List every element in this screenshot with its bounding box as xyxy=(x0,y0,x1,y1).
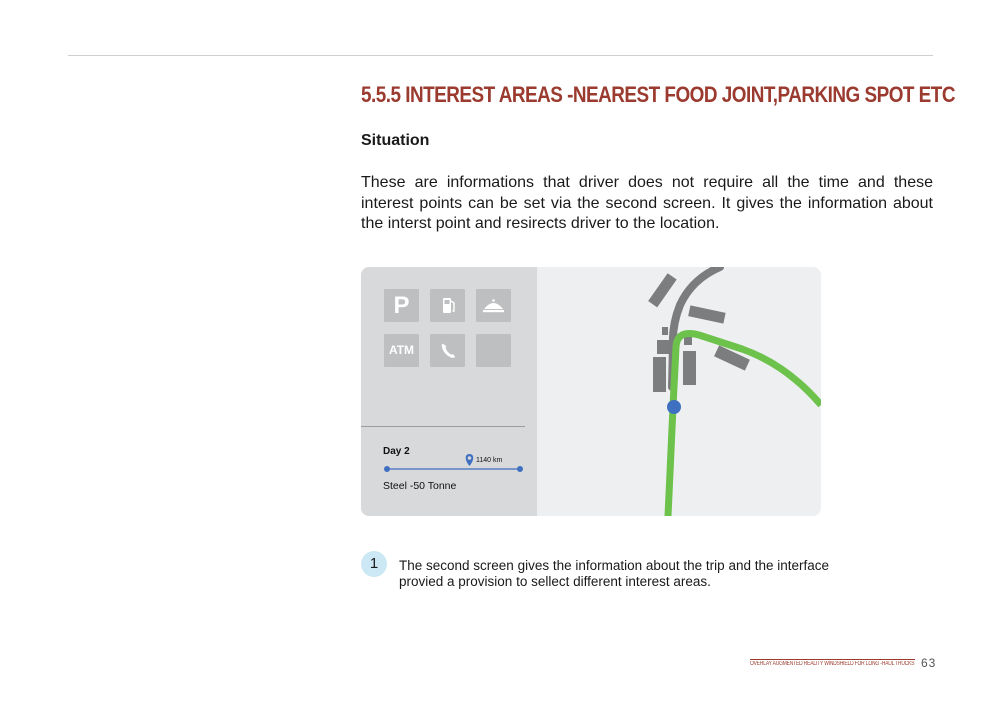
trip-distance: 1140 km xyxy=(476,457,503,464)
trip-start-dot xyxy=(384,466,390,472)
subheading: Situation xyxy=(361,132,430,149)
map-view[interactable] xyxy=(537,267,821,516)
body-paragraph: These are informations that driver does not require all the time and these interest points can be set via the second screen. It gives the information about the interst point and resirects driver to the location. xyxy=(361,174,933,232)
running-title: OVERLAY AUGMENTED REALITY WINDSHIELD FOR LONG -HAUL TRUCKS xyxy=(750,661,915,667)
header-rule xyxy=(68,55,933,56)
caption-number-badge: 1 xyxy=(361,551,387,577)
page-number: 63 xyxy=(921,656,937,670)
trip-progress-track xyxy=(361,267,537,516)
cargo-info: Steel -50 Tonne xyxy=(383,480,457,492)
parking-icon: P xyxy=(393,292,410,319)
section-title: 5.5.5 INTEREST AREAS -NEAREST FOOD JOINT,PARKING SPOT ETC xyxy=(361,82,955,107)
current-location-marker xyxy=(667,400,681,414)
trip-day: Day 2 xyxy=(383,446,410,457)
trip-end-dot xyxy=(517,466,523,472)
figure-caption: The second screen gives the information about the trip and the interface provied a provision to sellect different interest areas. xyxy=(399,558,830,589)
atm-icon: ATM xyxy=(388,343,415,357)
location-pin-icon xyxy=(466,454,474,466)
footer-rule xyxy=(750,659,915,660)
interface-figure xyxy=(361,267,821,516)
second-screen-panel xyxy=(361,267,537,516)
